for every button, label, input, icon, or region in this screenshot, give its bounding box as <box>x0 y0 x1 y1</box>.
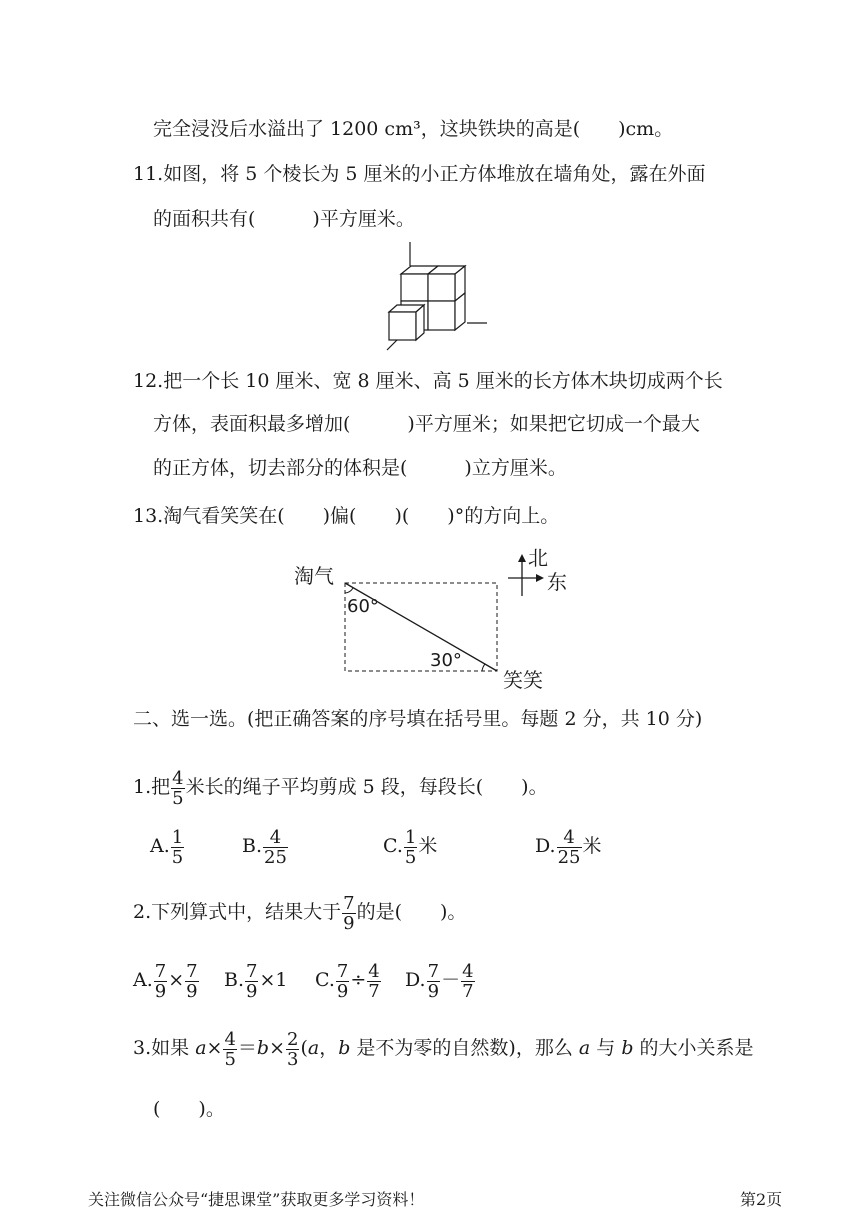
fraction-b <box>367 962 380 1001</box>
q1-post: 米长的绳子平均剪成 5 段，每段长( )。 <box>185 776 548 798</box>
numerator: 1 <box>404 826 417 848</box>
q1-frac-numerator: 4 <box>172 767 184 789</box>
question-13-line: 13.淘气看笑笑在( )偏( )( )°的方向上。 <box>133 505 560 527</box>
denominator: 5 <box>171 846 184 868</box>
operator: ÷ <box>350 969 367 991</box>
question-12-line-2: 方体，表面积最多增加( )平方厘米；如果把它切成一个最大 <box>153 413 700 435</box>
q2-fraction <box>342 894 355 933</box>
option-label: C. <box>315 969 335 991</box>
numerator: 1 <box>171 826 184 848</box>
option-fraction <box>404 828 417 867</box>
cube-stack-figure <box>375 238 490 356</box>
footer-promo-text: 关注微信公众号“捷思课堂”获取更多学习资料！ <box>88 1190 425 1209</box>
question-11-line-2: 的面积共有( )平方厘米。 <box>153 208 415 230</box>
angle-60-label: 60° <box>347 596 379 617</box>
denominator: 7 <box>368 980 380 1002</box>
page-number: 第2页 <box>740 1190 783 1209</box>
option-unit: 米 <box>418 835 438 857</box>
var-a: a <box>578 1037 591 1059</box>
var-a: a <box>307 1037 320 1059</box>
denominator: 25 <box>557 846 581 868</box>
numerator: 4 <box>557 828 582 848</box>
numerator: 7 <box>427 960 440 982</box>
equals: ＝ <box>237 1037 257 1059</box>
q2-option-d[interactable] <box>405 956 476 1004</box>
choice-question-2 <box>133 888 466 936</box>
times: × <box>269 1037 285 1059</box>
fraction-a <box>245 962 258 1001</box>
option-label: B. <box>224 969 245 991</box>
q2-frac-numerator: 7 <box>343 892 355 914</box>
denominator: 5 <box>224 1048 236 1070</box>
comma: ， <box>319 1037 339 1059</box>
var-b: b <box>338 1037 351 1059</box>
var-b: b <box>621 1037 634 1059</box>
q2-frac-denominator: 9 <box>343 912 355 934</box>
q3-answer-blank: ( )。 <box>153 1098 225 1120</box>
denominator: 9 <box>186 980 198 1002</box>
numerator: 7 <box>246 960 258 982</box>
q2-pre: 2.下列算式中，结果大于 <box>133 901 342 923</box>
option-fraction <box>263 828 288 867</box>
q1-option-b[interactable] <box>242 822 289 870</box>
denominator: 3 <box>287 1048 299 1070</box>
q2-option-b[interactable] <box>224 956 287 1004</box>
choice-question-3 <box>133 1024 754 1072</box>
operator: ×1 <box>259 969 288 991</box>
denominator: 5 <box>404 846 417 868</box>
q3-text: 的大小关系是 <box>633 1037 754 1059</box>
denominator: 7 <box>462 980 474 1002</box>
q1-fraction <box>171 769 184 808</box>
q1-option-d[interactable] <box>535 822 602 870</box>
operator: － <box>441 969 461 991</box>
direction-diagram <box>290 540 567 695</box>
q2-option-a[interactable] <box>133 956 200 1004</box>
option-unit: 米 <box>582 835 602 857</box>
section-2-heading: 二、选一选。(把正确答案的序号填在括号里。每题 2 分，共 10 分) <box>133 708 703 730</box>
denominator: 9 <box>154 980 167 1002</box>
numerator: 4 <box>263 828 288 848</box>
choice-question-1 <box>133 763 548 811</box>
q2-option-c[interactable] <box>315 956 382 1004</box>
option-label: D. <box>405 969 426 991</box>
option-fraction <box>171 828 184 867</box>
label-north: 北 <box>528 546 548 570</box>
angle-30-label: 30° <box>430 650 462 671</box>
numerator: 7 <box>154 960 167 982</box>
fraction-b <box>461 962 474 1001</box>
option-fraction <box>557 828 582 867</box>
q3-pre: 3.如果 <box>133 1037 190 1059</box>
question-12-line-1: 12.把一个长 10 厘米、宽 8 厘米、高 5 厘米的长方体木块切成两个长 <box>133 370 723 392</box>
question-11-line-1: 11.如图，将 5 个棱长为 5 厘米的小正方体堆放在墙角处，露在外面 <box>133 163 706 185</box>
fraction-a <box>336 962 349 1001</box>
denominator: 9 <box>336 980 349 1002</box>
q3-text: 是不为零的自然数)，那么 <box>350 1037 579 1059</box>
numerator: 4 <box>224 1028 236 1050</box>
numerator: 7 <box>336 960 349 982</box>
q1-pre: 1.把 <box>133 776 171 798</box>
paren-open: ( <box>300 1037 308 1059</box>
numerator: 4 <box>368 960 380 982</box>
label-xiaoxiao: 笑笑 <box>503 668 543 692</box>
q3-fraction-1 <box>223 1030 236 1069</box>
option-label: C. <box>383 835 403 857</box>
numerator: 2 <box>287 1028 299 1050</box>
q3-text: 与 <box>590 1037 622 1059</box>
times: × <box>206 1037 223 1059</box>
label-east: 东 <box>547 570 567 594</box>
text-line-l1: 完全浸没后水溢出了 1200 cm³，这块铁块的高是( )cm。 <box>153 118 674 140</box>
q2-post: 的是( )。 <box>356 901 467 923</box>
operator: × <box>168 969 185 991</box>
fraction-a <box>427 962 440 1001</box>
var-a: a <box>195 1037 207 1059</box>
q3-fraction-2 <box>286 1030 299 1069</box>
option-label: A. <box>133 969 153 991</box>
q1-option-a[interactable] <box>150 822 185 870</box>
q1-frac-denominator: 5 <box>172 787 184 809</box>
var-b: b <box>256 1037 270 1059</box>
option-label: A. <box>150 835 170 857</box>
q1-option-c[interactable] <box>383 822 437 870</box>
denominator: 25 <box>264 846 287 868</box>
fraction-b <box>185 962 198 1001</box>
option-label: B. <box>242 835 263 857</box>
fraction-a <box>154 962 167 1001</box>
numerator: 4 <box>462 960 474 982</box>
numerator: 7 <box>186 960 198 982</box>
denominator: 9 <box>427 980 440 1002</box>
label-taoqi: 淘气 <box>294 564 334 588</box>
option-label: D. <box>535 835 556 857</box>
question-12-line-3: 的正方体，切去部分的体积是( )立方厘米。 <box>153 457 567 479</box>
denominator: 9 <box>246 980 258 1002</box>
